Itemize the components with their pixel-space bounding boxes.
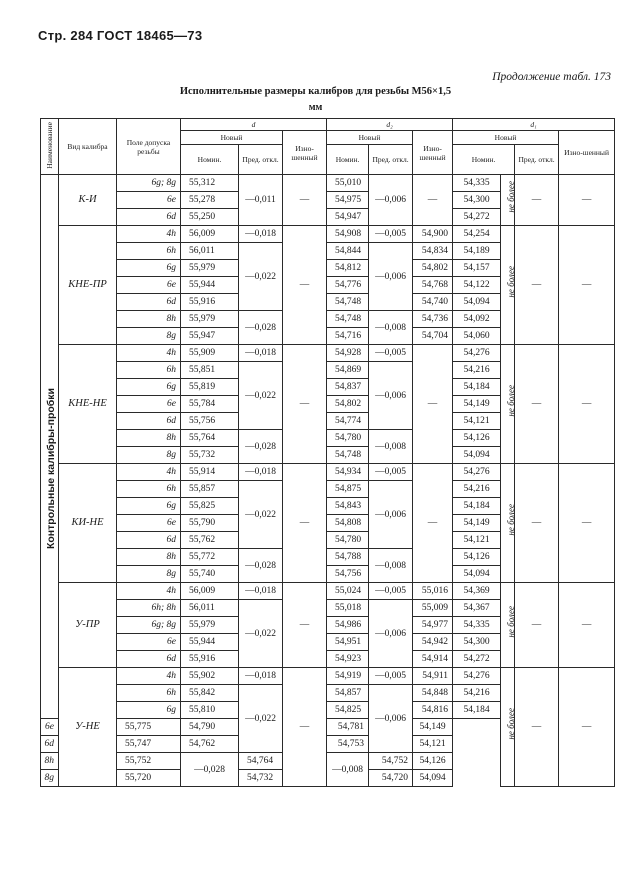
table-row: 8h 55,752 —0,028 54,764 —0,008 54,752 54,126 [41,753,615,770]
d1-nomin-header: Номин. [453,145,515,175]
table-row: 6d 55,762 54,780 54,121 [41,532,615,549]
table-row: У-ПР 4h 56,009 —0,018 — 55,024 —0,005 55,016 54,369 не более — — [41,583,615,600]
d1-new-header: Новый [453,131,559,145]
not-more-note: не более [501,175,515,226]
table-row: 6h 55,842 —0,022 54,857 —0,006 54,848 54,216 [41,685,615,702]
col-kind-header: Вид калибра [59,119,117,175]
d-nomin-header: Номин. [181,145,239,175]
d1-pred-header: Пред. откл. [515,145,559,175]
table-row: 6e 55,790 54,808 54,149 [41,515,615,532]
table-row: 6g 55,819 54,837 54,184 [41,379,615,396]
table-row: 6h 56,011 —0,022 54,844 —0,006 54,834 54,189 [41,243,615,260]
table-row: 8h 55,764 —0,028 54,780 —0,008 54,126 [41,430,615,447]
dimensions-table [40,118,615,787]
table-row: 6e 55,775 54,790 54,781 54,149 [41,719,615,736]
table-row: 6d 55,916 54,923 54,914 54,272 [41,651,615,668]
table-row: 6e 55,278 54,975 54,300 [41,192,615,209]
d-new-header: Новый [181,131,283,145]
table-row: У-НЕ 4h 55,902 —0,018 — 54,919 —0,005 54,911 54,276 не более — — [41,668,615,685]
table-row: 6d 55,250 54,947 54,272 [41,209,615,226]
table-row: 8g 55,947 54,716 54,704 54,060 [41,328,615,345]
d2-worn-header: Изно-шенный [413,131,453,175]
table-row: 8g 55,740 54,756 54,094 [41,566,615,583]
continuation-label: Продолжение табл. 173 [492,71,611,83]
page-header: Стр. 284 ГОСТ 18465—73 [38,28,203,43]
table-row: 6h 55,851 —0,022 54,869 —0,006 54,216 [41,362,615,379]
col-tolerance-header: Поле допуска резьбы [117,119,181,175]
d2-pred-header: Пред. откл. [369,145,413,175]
kind-cell: К-И [59,175,117,226]
table-row: 8g 55,732 54,748 54,094 [41,447,615,464]
table-row: 8h 55,979 —0,028 54,748 —0,008 54,736 54,092 [41,311,615,328]
table-title: Исполнительные размеры калибров для резьбы М56×1,5 [179,86,452,97]
table-row: 6d 55,916 54,748 54,740 54,094 [41,294,615,311]
table-row: 6g 55,979 54,812 54,802 54,157 [41,260,615,277]
table-row: К-И 6g; 8g 55,312 —0,011 — 55,010 —0,006 — 54,335 не более — — [41,175,615,192]
table-row: 6g 55,825 54,843 54,184 [41,498,615,515]
d-pred-header: Пред. откл. [239,145,283,175]
d-worn-header: Изно-шенный [283,131,327,175]
col-d2-header: d₂ [327,119,453,131]
table-row: 6g; 8g 55,979 54,986 54,977 54,335 [41,617,615,634]
table-row: 6h; 8h 56,011 —0,022 55,018 —0,006 55,009 54,367 [41,600,615,617]
table-row: 6e 55,944 54,776 54,768 54,122 [41,277,615,294]
table-row: 8h 55,772 —0,028 54,788 —0,008 54,126 [41,549,615,566]
table-row: 6e 55,944 54,951 54,942 54,300 [41,634,615,651]
table-row: 6g 55,810 54,825 54,816 54,184 [41,702,615,719]
table-unit: мм [308,102,323,113]
table-row: 6e 55,784 54,802 54,149 [41,396,615,413]
table-row: 6h 55,857 —0,022 54,875 —0,006 54,216 [41,481,615,498]
table-row: 6d 55,756 54,774 54,121 [41,413,615,430]
group-label: Контрольные калибры-пробки [41,226,59,719]
table-row: 6d 55,747 54,762 54,753 54,121 [41,736,615,753]
table-row: Контрольные калибры-пробки КНЕ-ПР 4h 56,009 —0,018 — 54,908 —0,005 54,900 54,254 не более — — [41,226,615,243]
table-row: 8g 55,720 54,732 54,720 54,094 [41,770,615,787]
table-row: КНЕ-НЕ 4h 55,909 —0,018 — 54,928 —0,005 — 54,276 не более — — [41,345,615,362]
table-row: КИ-НЕ 4h 55,914 —0,018 — 54,934 —0,005 — 54,276 не более — — [41,464,615,481]
d2-nomin-header: Номин. [327,145,369,175]
d2-new-header: Новый [327,131,413,145]
col-name-header: Наименование [41,119,59,175]
col-d1-header: d₁ [453,119,615,131]
d1-worn-header: Изно-шенный [559,131,615,175]
col-d-header: d [181,119,327,131]
